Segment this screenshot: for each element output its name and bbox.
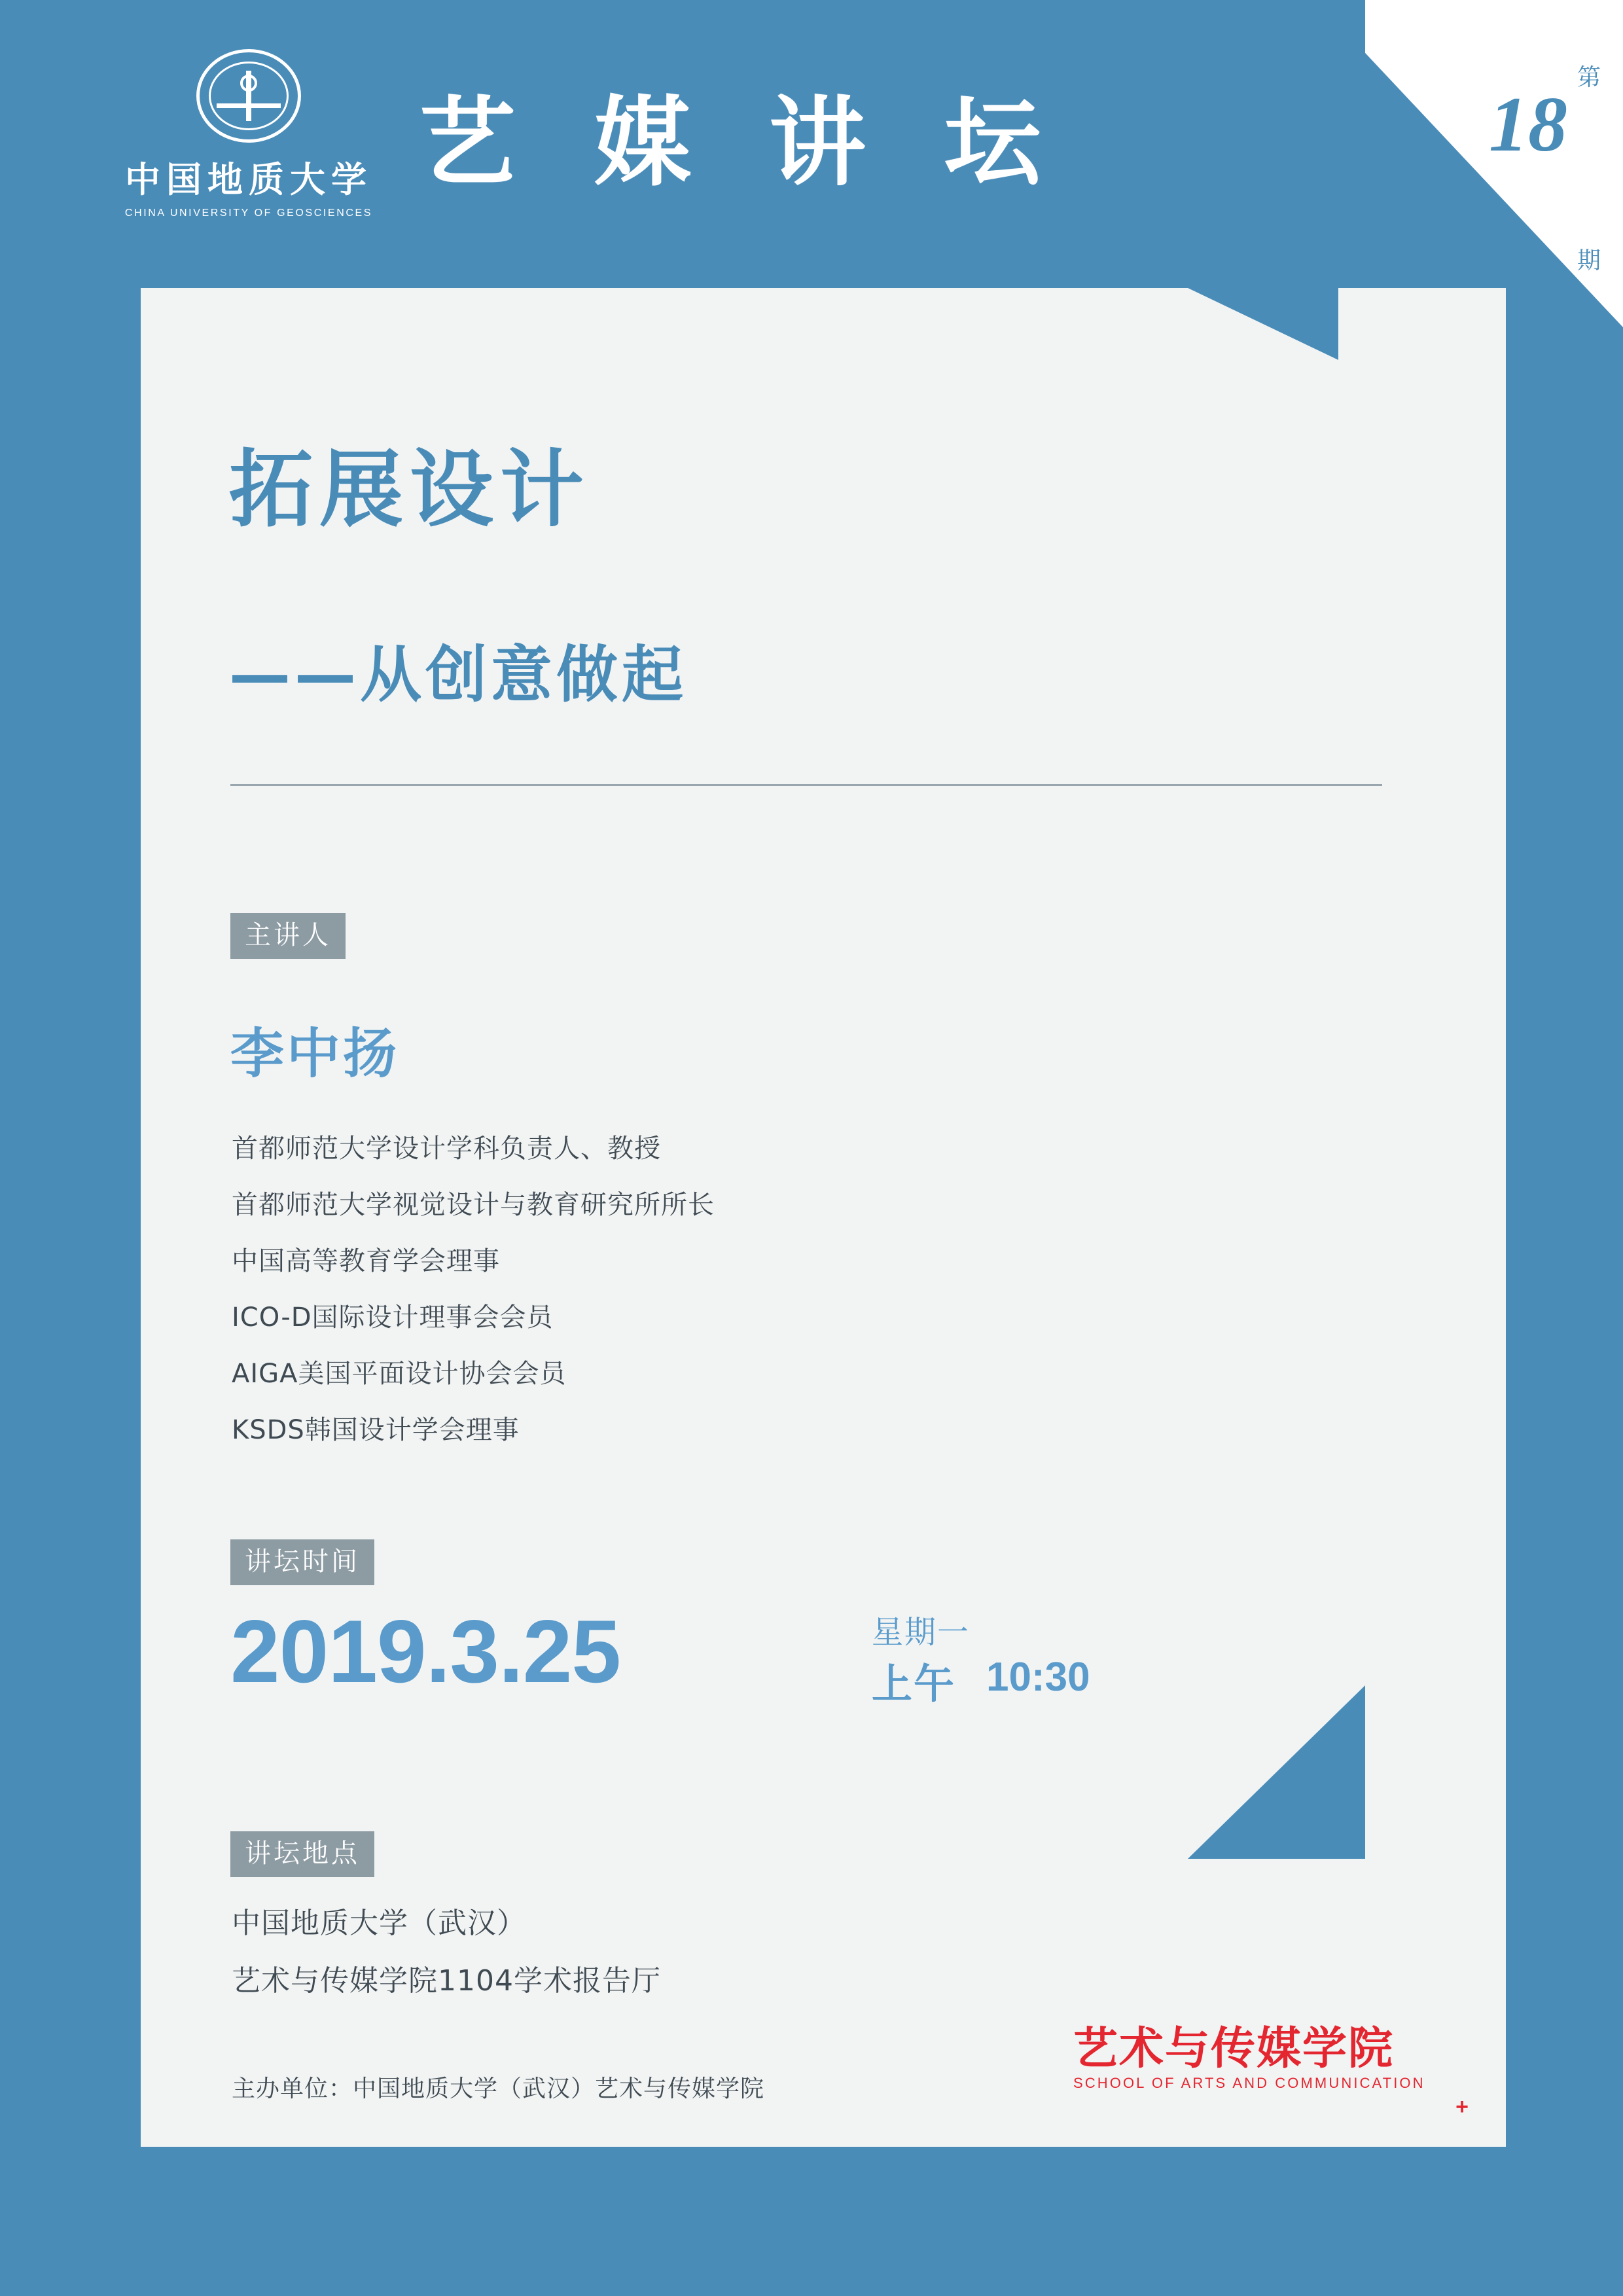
event-ampm: 上午 (872, 1660, 956, 1708)
speaker-credentials-list (232, 1121, 1213, 1458)
list-item: 首都师范大学设计学科负责人、教授 (232, 1134, 661, 1164)
lecture-subtitle: ——从创意做起 (229, 639, 688, 711)
forum-title: 艺 媒 讲 坛 (419, 86, 1063, 199)
speaker-name: 李中扬 (230, 1023, 400, 1085)
event-venue (232, 1895, 1213, 2010)
venue-line: 艺术与传媒学院1104学术报告厅 (232, 1964, 661, 1998)
lecture-title: 拓展设计 (229, 441, 591, 539)
university-logo (111, 49, 386, 219)
school-logo-en: SCHOOL OF ARTS AND COMMUNICATION (1073, 2075, 1425, 2092)
event-clock: 10:30 (986, 1655, 1090, 1700)
university-name-en: CHINA UNIVERSITY OF GEOSCIENCES (124, 207, 373, 219)
event-weekday: 星期一 (872, 1614, 971, 1651)
time-section-tag: 讲坛时间 (230, 1539, 374, 1585)
list-item: KSDS韩国设计学会理事 (232, 1415, 520, 1445)
list-item: 中国高等教育学会理事 (232, 1246, 500, 1276)
title-divider (230, 784, 1382, 786)
school-of-arts-logo (1073, 2023, 1469, 2119)
plus-icon: + (1455, 2094, 1469, 2119)
list-item: AIGA美国平面设计协会会员 (232, 1359, 567, 1389)
list-item: 首都师范大学视觉设计与教育研究所所长 (232, 1190, 715, 1220)
event-date: 2019.3.25 (230, 1602, 621, 1701)
speaker-section-tag: 主讲人 (230, 913, 346, 959)
venue-line: 中国地质大学（武汉） (232, 1907, 526, 1940)
school-logo-cn: 艺术与传媒学院 (1073, 2023, 1395, 2075)
cug-emblem-icon (196, 49, 301, 143)
university-name-cn: 中国地质大学 (125, 159, 372, 200)
organizer-text: 主办单位：中国地质大学（武汉）艺术与传媒学院 (232, 2075, 765, 2102)
place-section-tag: 讲坛地点 (230, 1831, 374, 1877)
issue-prefix: 第 (1577, 64, 1601, 91)
list-item: ICO-D国际设计理事会会员 (232, 1302, 554, 1333)
issue-suffix: 期 (1577, 247, 1601, 274)
issue-number: 18 (1489, 81, 1567, 168)
poster-header (0, 0, 1623, 281)
